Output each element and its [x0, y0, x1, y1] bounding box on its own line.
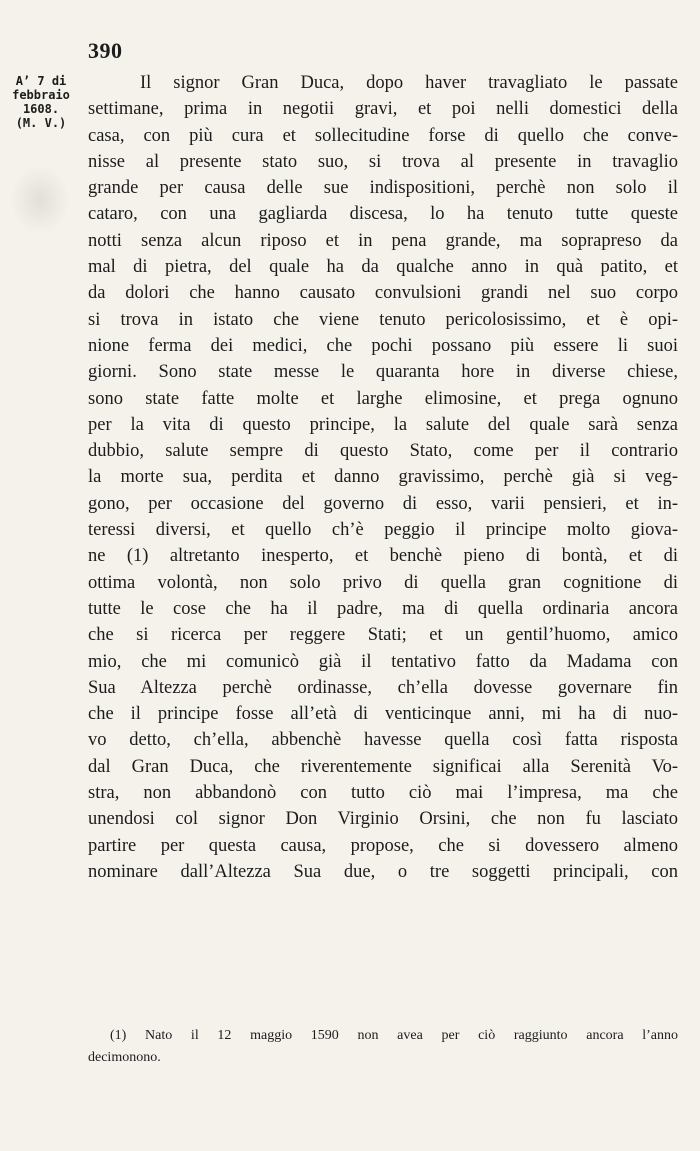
body-paragraph [88, 70, 678, 885]
text-line: mio, che mi comunicò già il tentativo fatto da Madama con [88, 651, 678, 672]
text-line: dubbio, salute sempre di questo Stato, come per il contrario [88, 441, 678, 462]
margin-note-line: febbraio [12, 88, 70, 102]
text-line: sono state fatte molte et larghe elimosine, et prega ognuno [88, 388, 678, 409]
text-line: notti senza alcun riposo et in pena grande, ma soprapreso da [88, 230, 678, 251]
text-line: che si ricerca per reggere Stati; et un gentil’huomo, amico [88, 625, 678, 646]
text-line: ottima volontà, non solo privo di quella gran cognitione di [88, 572, 678, 593]
text-line: tutte le cose che ha il padre, ma di quella ordinaria ancora [88, 598, 678, 619]
text-line: che il principe fosse all’età di venticinque anni, mi ha di nuo- [88, 704, 678, 725]
footnote-line: (1) Nato il 12 maggio 1590 non avea per ciò raggiunto ancora l’anno [110, 1028, 678, 1043]
text-line: unendosi col signor Don Virginio Orsini, che non fu lasciato [88, 809, 678, 830]
margin-note-line: 1608. [22, 102, 60, 116]
text-line: nominare dall’Altezza Sua due, o tre soggetti principali, con [88, 861, 678, 882]
margin-date-note [6, 74, 76, 130]
text-line: da dolori che hanno causato convulsioni grandi nel suo corpo [88, 283, 678, 304]
text-line: stra, non abbandonò con tutto ciò mai l’impresa, ma che [88, 783, 678, 804]
text-line: gono, per occasione del governo di esso, varii pensieri, et in- [88, 493, 678, 514]
text-line: la morte sua, perdita et danno gravissimo, perchè già si veg- [88, 467, 678, 488]
text-line: nisse al presente stato suo, si trova al presente in travaglio [88, 151, 678, 172]
text-line: Il signor Gran Duca, dopo haver travagliato le passate [140, 73, 678, 93]
ink-bleed-smudge [10, 165, 70, 235]
text-line: settimane, prima in negotii gravi, et poi nelli domestici della [88, 99, 678, 120]
text-line: cataro, con una gagliarda discesa, lo ha tenuto tutte queste [88, 204, 678, 225]
text-line: vo detto, ch’ella, abbenchè havesse quella così fatta risposta [88, 730, 678, 751]
page-number: 390 [88, 38, 123, 63]
text-line: giorni. Sono state messe le quaranta hore in diverse chiese, [88, 362, 678, 383]
text-line: casa, con più cura et sollecitudine forse di quello che conve- [88, 125, 678, 146]
text-line: partire per questa causa, propose, che si dovessero almeno [88, 835, 678, 856]
text-line: nione ferma dei medici, che pochi possano più essere li suoi [88, 335, 678, 356]
text-line: teressi diversi, et quello ch’è peggio il principe molto giova- [88, 520, 678, 541]
margin-note-line: A’ 7 di [15, 74, 67, 88]
margin-note-line: (M. V.) [15, 116, 67, 130]
footnote-line: decimonono. [88, 1050, 161, 1065]
text-line: ne (1) altretanto inesperto, et benchè pieno di bontà, et di [88, 546, 678, 567]
text-line: grande per causa delle sue indispositioni, perchè non solo il [88, 178, 678, 199]
text-line: dal Gran Duca, che riverentemente significai alla Serenità Vo- [88, 756, 678, 777]
footnote [88, 1025, 678, 1069]
text-line: mal di pietra, del quale ha da qualche anno in quà patito, et [88, 257, 678, 278]
text-line: si trova in istato che viene tenuto pericolosissimo, et è opi- [88, 309, 678, 330]
text-line: per la vita di questo principe, la salute del quale sarà senza [88, 414, 678, 435]
text-line: Sua Altezza perchè ordinasse, ch’ella dovesse governare fin [88, 677, 678, 698]
